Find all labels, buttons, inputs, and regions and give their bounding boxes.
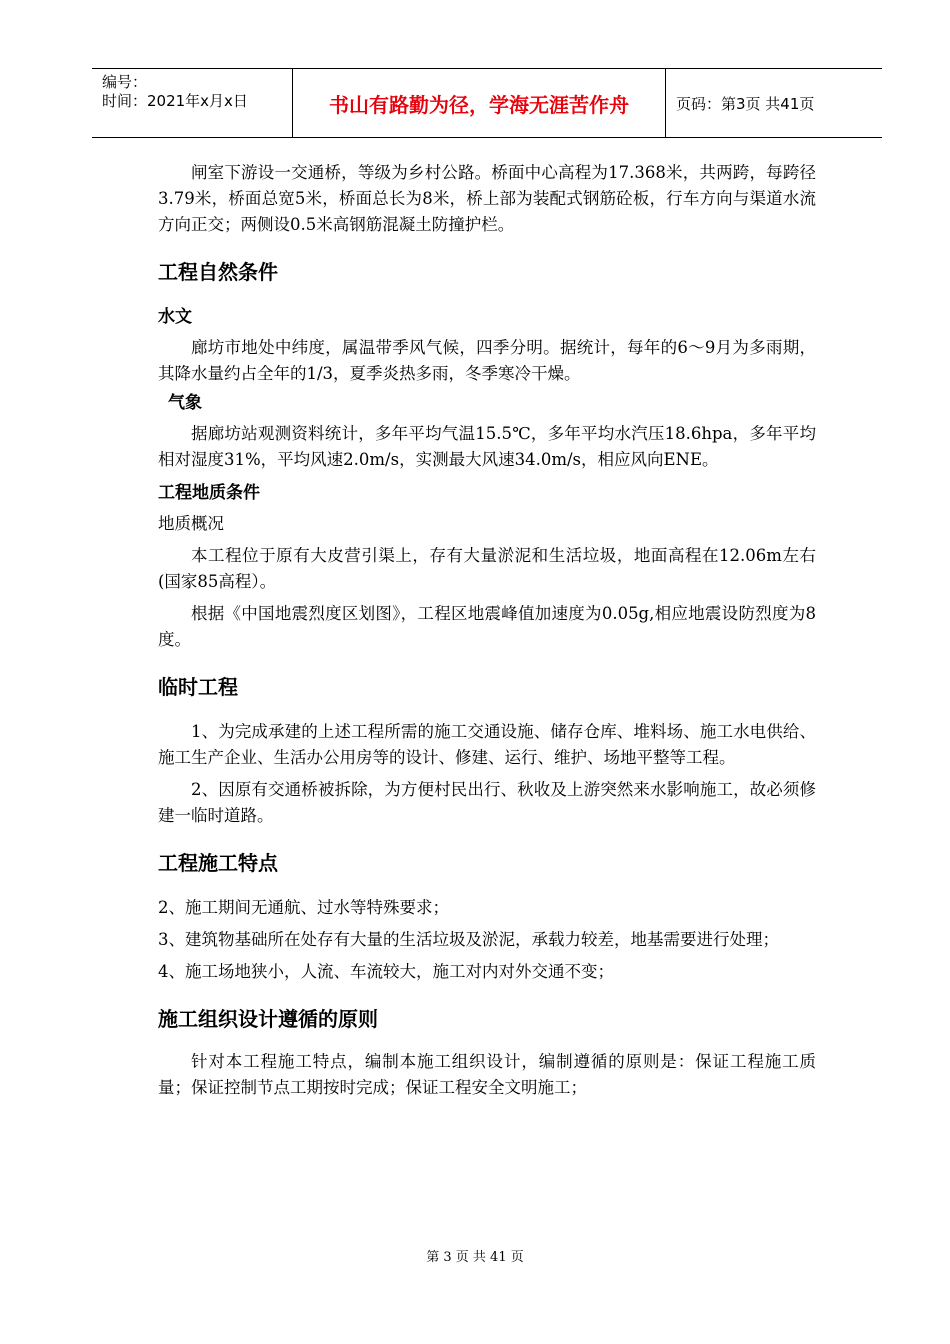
heading-weather: 气象 bbox=[168, 393, 202, 413]
paragraph-feature-4: 4、施工场地狭小，人流、车流较大，施工对内对外交通不变； bbox=[158, 962, 614, 981]
page-footer: 第 3 页 共 41 页 bbox=[426, 1250, 524, 1265]
heading-geology: 工程地质条件 bbox=[158, 483, 260, 503]
heading-construction-features: 工程施工特点 bbox=[158, 851, 278, 875]
document-body bbox=[158, 160, 816, 1101]
paragraph-feature-3: 3、建筑物基础所在处存有大量的生活垃圾及淤泥，承载力较差，地基需要进行处理； bbox=[158, 930, 779, 949]
paragraph-principles: 针对本工程施工特点，编制本施工组织设计，编制遵循的原则是：保证工程施工质量；保证控制节点工期按时完成；保证工程安全文明施工； bbox=[158, 1052, 816, 1097]
paragraph-hydrology: 廊坊市地处中纬度，属温带季风气候，四季分明。据统计，每年的6～9月为多雨期，其降水量约占全年的1/3，夏季炎热多雨，冬季寒冷干燥。 bbox=[158, 338, 816, 383]
paragraph-temporary-1: 1、为完成承建的上述工程所需的施工交通设施、储存仓库、堆料场、施工水电供给、施工生产企业、生活办公用房等的设计、修建、运行、维护、场地平整等工程。 bbox=[158, 722, 816, 767]
time-label: 时间：2021年x月x日 bbox=[102, 92, 248, 110]
paragraph-geology-2: 根据《中国地震烈度区划图》，工程区地震峰值加速度为0.05g,相应地震设防烈度为8度。 bbox=[158, 604, 816, 649]
header-motto: 书山有路勤为径，学海无涯苦作舟 bbox=[293, 69, 666, 137]
heading-hydrology: 水文 bbox=[158, 307, 192, 327]
paragraph-geology-1: 本工程位于原有大皮营引渠上，存有大量淤泥和生活垃圾，地面高程在12.06m左右(国家85高程）。 bbox=[158, 546, 816, 591]
heading-temporary-works: 临时工程 bbox=[158, 675, 238, 699]
paragraph-temporary-2: 2、因原有交通桥被拆除，为方便村民出行、秋收及上游突然来水影响施工，故必须修建一临时道路。 bbox=[158, 780, 816, 825]
heading-design-principles: 施工组织设计遵循的原则 bbox=[158, 1007, 378, 1031]
page-header bbox=[92, 68, 882, 138]
paragraph-bridge: 闸室下游设一交通桥，等级为乡村公路。桥面中心高程为17.368米，共两跨，每跨径3.79米，桥面总宽5米，桥面总长为8米，桥上部为装配式钢筋砼板，行车方向与渠道水流方向正交；两侧设0.5米高钢筋混凝土防撞护栏。 bbox=[158, 163, 816, 234]
paragraph-feature-2: 2、施工期间无通航、过水等特殊要求； bbox=[158, 898, 449, 917]
heading-natural-conditions: 工程自然条件 bbox=[158, 260, 278, 284]
header-page-info: 页码：第3页 共41页 bbox=[676, 94, 815, 113]
header-meta bbox=[92, 69, 293, 137]
paragraph-weather: 据廊坊站观测资料统计，多年平均气温15.5℃，多年平均水汽压18.6hpa，多年平均相对湿度31%，平均风速2.0m/s，实测最大风速34.0m/s，相应风向ENE。 bbox=[158, 424, 816, 469]
code-label: 编号： bbox=[102, 73, 148, 91]
paragraph-geology-title: 地质概况 bbox=[158, 514, 224, 533]
